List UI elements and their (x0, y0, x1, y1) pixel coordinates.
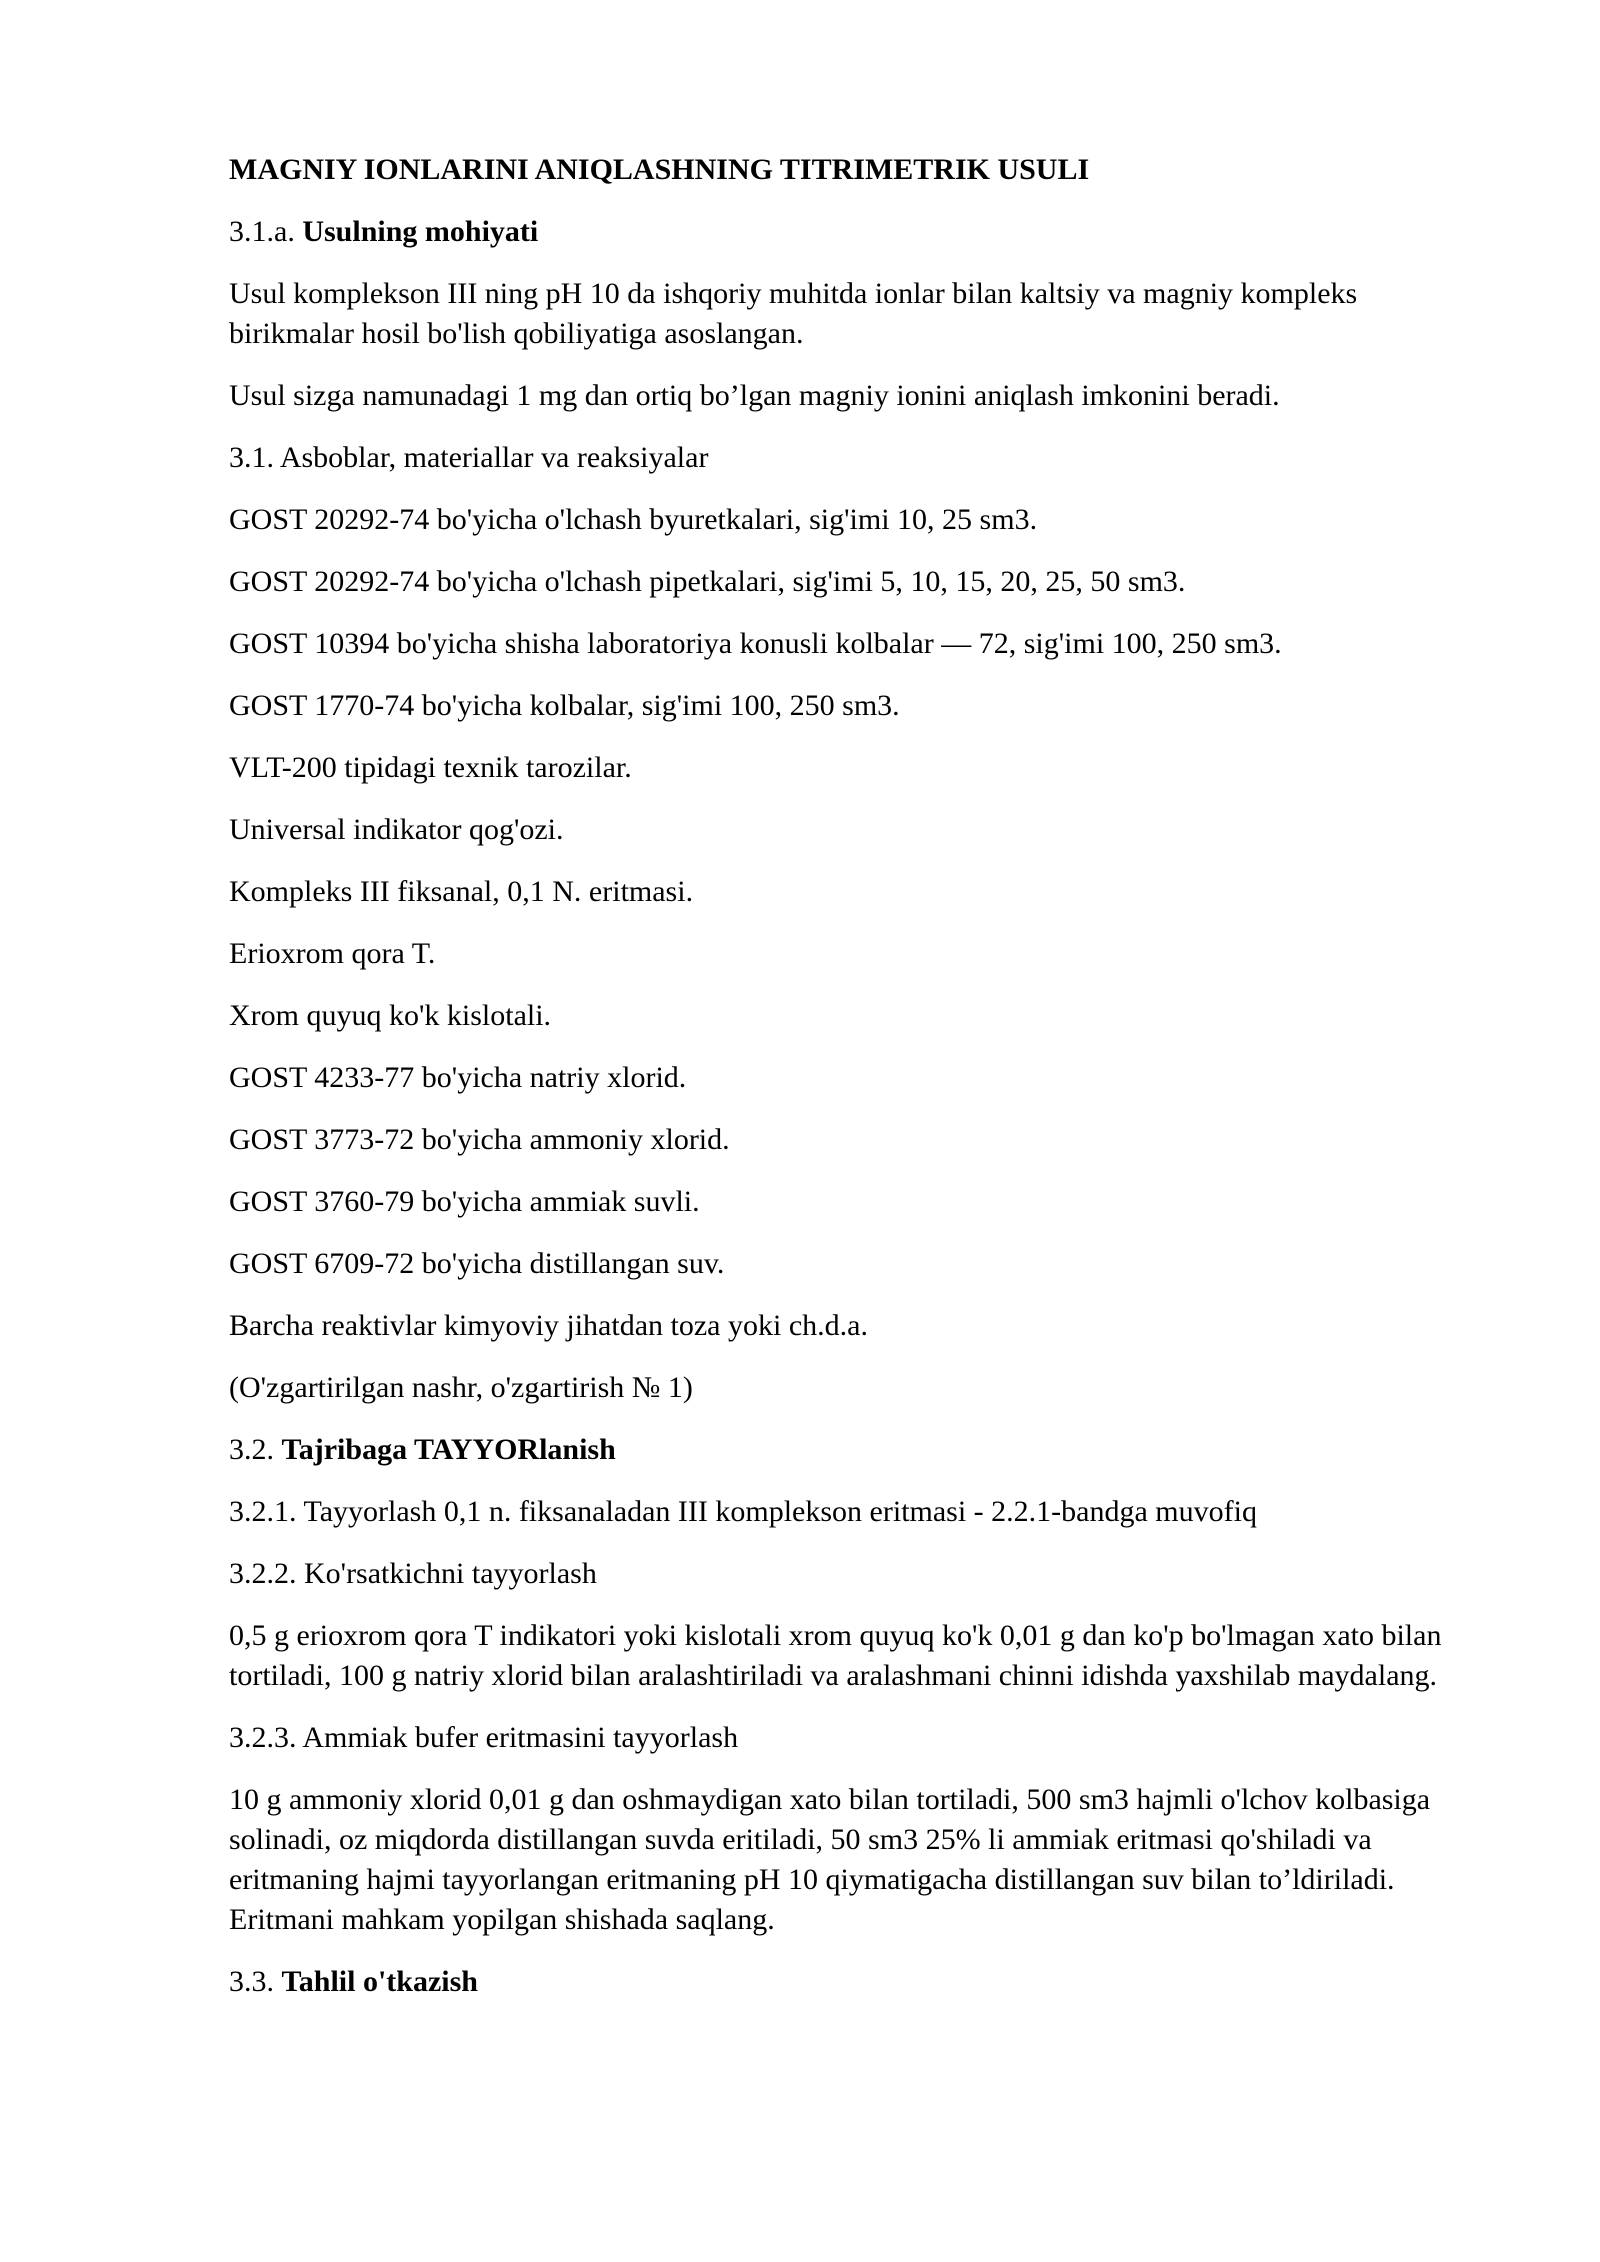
document-page (229, 150, 1479, 2024)
section-3-1-a-heading: Usulning mohiyati (302, 215, 539, 248)
document-title: MAGNIY IONLARINI ANIQLASHNING TITRIMETRIK USULI (229, 153, 1090, 186)
essence-paragraph-2: Usul sizga namunadagi 1 mg dan ortiq bo’lgan magniy ionini aniqlash imkonini beradi. (229, 379, 1280, 412)
section-3-2-3: 3.2.3. Ammiak bufer eritmasini tayyorlash (229, 1721, 739, 1754)
material-item: Kompleks III fiksanal, 0,1 N. eritmasi. (229, 875, 694, 908)
section-3-1-a (229, 212, 1479, 252)
section-3-3-number: 3.3. (229, 1965, 282, 1998)
section-3-2-number: 3.2. (229, 1433, 282, 1466)
material-item: Barcha reaktivlar kimyoviy jihatdan toza yoki ch.d.a. (229, 1309, 868, 1342)
material-item: GOST 20292-74 bo'yicha o'lchash byuretkalari, sig'imi 10, 25 sm3. (229, 503, 1038, 536)
material-item: Xrom quyuq ko'k kislotali. (229, 999, 552, 1032)
material-item: GOST 20292-74 bo'yicha o'lchash pipetkalari, sig'imi 5, 10, 15, 20, 25, 50 sm3. (229, 565, 1186, 598)
section-3-2 (229, 1430, 1479, 1470)
section-3-1-a-number: 3.1.a. (229, 215, 303, 248)
section-3-3-heading: Tahlil o'tkazish (281, 1965, 478, 1998)
material-item: GOST 3760-79 bo'yicha ammiak suvli. (229, 1185, 700, 1218)
material-item: GOST 10394 bo'yicha shisha laboratoriya konusli kolbalar — 72, sig'imi 100, 250 sm3. (229, 627, 1282, 660)
material-item: VLT-200 tipidagi texnik tarozilar. (229, 751, 632, 784)
section-3-2-heading: Tajribaga TAYYORlanish (281, 1433, 616, 1466)
section-3-1-heading: 3.1. Asboblar, materiallar va reaksiyalar (229, 441, 709, 474)
material-item: GOST 4233-77 bo'yicha natriy xlorid. (229, 1061, 687, 1094)
section-3-3 (229, 1962, 1479, 2002)
material-item: GOST 6709-72 bo'yicha distillangan suv. (229, 1247, 725, 1280)
buffer-paragraph: 10 g ammoniy xlorid 0,01 g dan oshmaydigan xato bilan tortiladi, 500 sm3 hajmli o'lchov kolbasiga solinadi, oz miqdorda distillangan suvda eritiladi, 50 sm3 25% li ammiak eritmasi qo'shiladi va eritmaning hajmi tayyorlangan eritmaning pH 10 qiymatigacha distillangan suv bilan to’ldiriladi. Eritmani mahkam yopilgan shishada saqlang. (229, 1783, 1431, 1936)
material-item: (O'zgartirilgan nashr, o'zgartirish № 1) (229, 1371, 693, 1404)
section-3-2-1: 3.2.1. Tayyorlash 0,1 n. fiksanaladan III komplekson eritmasi - 2.2.1-bandga muvofiq (229, 1495, 1257, 1528)
indicator-paragraph: 0,5 g erioxrom qora T indikatori yoki kislotali xrom quyuq ko'k 0,01 g dan ko'p bo'lmagan xato bilan tortiladi, 100 g natriy xlorid bilan aralashtiriladi va aralashmani chinni idishda yaxshilab maydalang. (229, 1619, 1442, 1692)
essence-paragraph-1: Usul komplekson III ning pH 10 da ishqoriy muhitda ionlar bilan kaltsiy va magniy kompleks birikmalar hosil bo'lish qobiliyatiga asoslangan. (229, 277, 1358, 350)
material-item: GOST 1770-74 bo'yicha kolbalar, sig'imi 100, 250 sm3. (229, 689, 900, 722)
material-item: Erioxrom qora T. (229, 937, 436, 970)
material-item: GOST 3773-72 bo'yicha ammoniy xlorid. (229, 1123, 730, 1156)
section-3-2-2: 3.2.2. Ko'rsatkichni tayyorlash (229, 1557, 597, 1590)
material-item: Universal indikator qog'ozi. (229, 813, 564, 846)
